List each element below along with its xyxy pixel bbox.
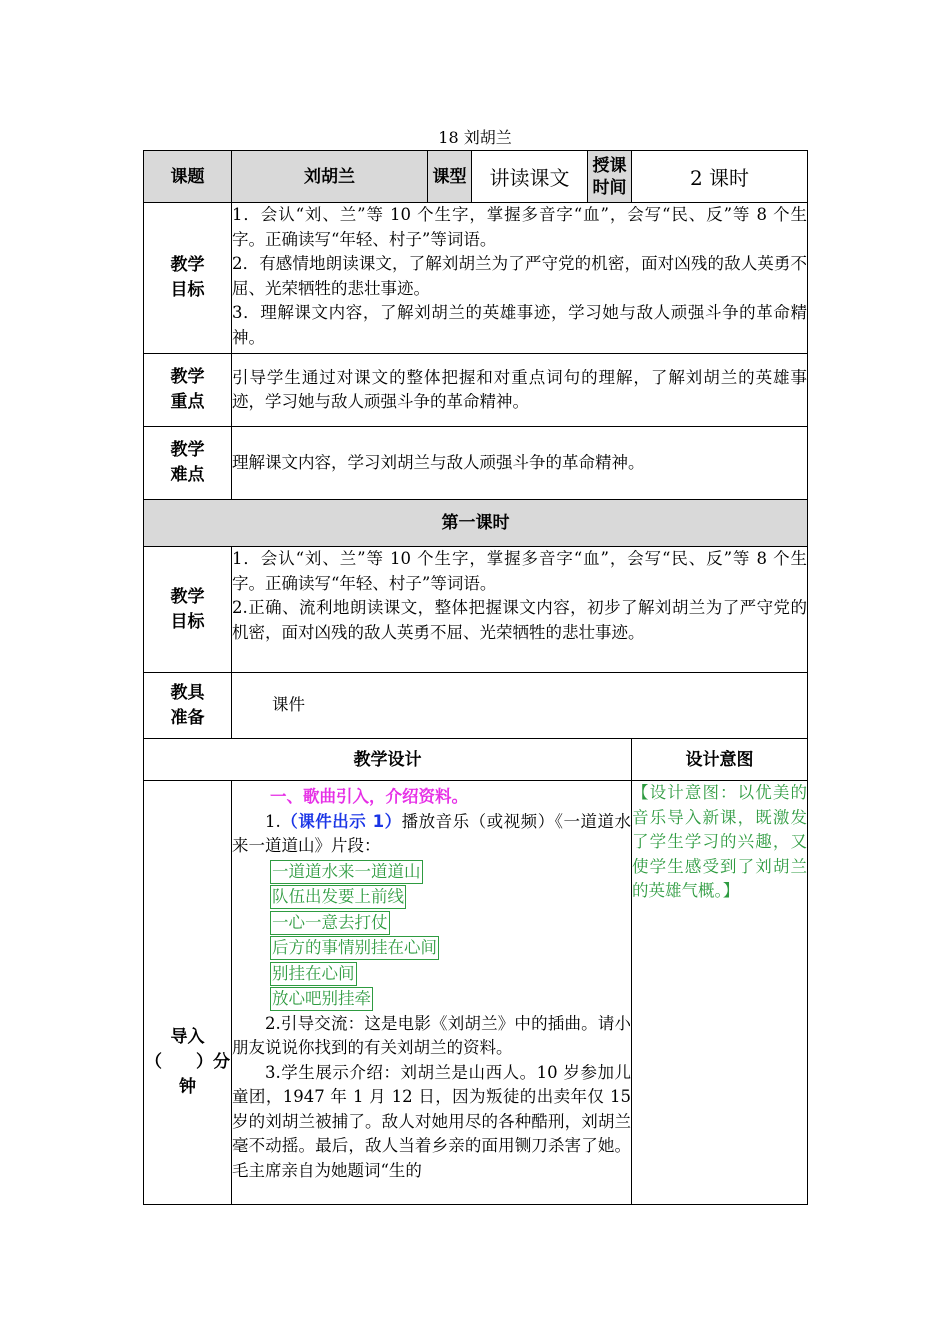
step-1-text: 播放音乐（或视频）《一道道水来一道道山》片段： (232, 811, 632, 855)
lyric-line: 别挂在心间 (270, 962, 357, 986)
type-value: 讲读课文 (472, 151, 588, 203)
tools-row (144, 673, 808, 739)
step-1-prefix: 1. (265, 811, 281, 831)
stage-label-line3: 钟 (179, 1077, 196, 1097)
tools-label (144, 673, 232, 739)
design-column-header: 教学设计 (144, 739, 632, 781)
lesson-one-objectives-label-line1: 教学 (170, 586, 205, 607)
key-points-label-line2: 重点 (170, 392, 205, 412)
objectives-label-line2: 目标 (170, 280, 205, 300)
stage-label (144, 781, 232, 1205)
key-points-row (144, 354, 808, 427)
design-header-row (144, 739, 808, 781)
lyric-line: 一心一意去打仗 (270, 911, 390, 935)
objectives-content (232, 203, 808, 354)
lyrics (232, 859, 631, 1012)
time-label-line2: 时间 (592, 177, 627, 198)
tools-label-line2: 准备 (170, 707, 205, 728)
lesson-one-objective-2: 2.正确、流利地朗读课文，整体把握课文内容，初步了解刘胡兰为了严守党的机密，面对凶残的敌人英勇不屈、光荣牺牲的悲壮事迹。 (232, 598, 807, 642)
lesson-one-objectives-content (232, 547, 808, 673)
time-value: 2 课时 (632, 151, 808, 203)
type-label: 课型 (428, 151, 472, 203)
intent-column-header: 设计意图 (632, 739, 808, 781)
stage-label-line2: （ ）分 (145, 1052, 230, 1072)
header-row (144, 151, 808, 203)
key-points-label-line1: 教学 (170, 367, 205, 387)
topic-label: 课题 (144, 151, 232, 203)
difficulties-text: 理解课文内容，学习刘胡兰与敌人顽强斗争的革命精神。 (232, 427, 808, 500)
time-label-line1: 授课 (592, 155, 627, 176)
lyric-line: 一道道水来一道道山 (270, 860, 423, 884)
key-points-text: 引导学生通过对课文的整体把握和对重点词句的理解，了解刘胡兰的英雄事迹，学习她与敌人顽强斗争的革命精神。 (232, 354, 808, 427)
objectives-label (144, 203, 232, 354)
objective-2: 2．有感情地朗读课文，了解刘胡兰为了严守党的机密，面对凶残的敌人英勇不屈、光荣牺牲的悲壮事迹。 (232, 254, 807, 298)
design-content-row (144, 781, 808, 1205)
step-1 (232, 810, 631, 859)
lyric-line: 队伍出发要上前线 (270, 885, 406, 909)
topic-value: 刘胡兰 (232, 151, 428, 203)
time-label (588, 151, 632, 203)
difficulties-label-line1: 教学 (170, 440, 205, 460)
difficulties-row (144, 427, 808, 500)
objectives-label-line1: 教学 (170, 255, 205, 275)
step-3: 3.学生展示介绍：刘胡兰是山西人。10 岁参加儿童团，1947 年 1 月 12 日，因为叛徒的出卖年仅 15 岁的刘胡兰被捕了。敌人对她用尽的各种酷刑，刘胡兰毫不动摇。最后，敌人当着乡亲的面用铡刀杀害了她。毛主席亲自为她题词“生的 (232, 1062, 631, 1180)
design-intent: 【设计意图：以优美的音乐导入新课，既激发了学生学习的兴趣，又使学生感受到了刘胡兰的英雄气概。】 (632, 781, 808, 1205)
difficulties-label (144, 427, 232, 500)
lyric-line: 后方的事情别挂在心间 (270, 936, 439, 960)
lesson-one-heading-row (144, 500, 808, 547)
stage-label-line1: 导入 (170, 1027, 205, 1047)
lesson-one-objectives-row (144, 547, 808, 673)
lesson-one-heading: 第一课时 (144, 500, 808, 547)
lesson-one-objectives-label (144, 547, 232, 673)
step-2: 2.引导交流：这是电影《刘胡兰》中的插曲。请小朋友说说你找到的有关刘胡兰的资料。 (232, 1013, 631, 1057)
lesson-plan-table (143, 150, 808, 1205)
lesson-one-objective-1: 1．会认“刘、兰”等 10 个生字，掌握多音字“血”，会写“民、反”等 8 个生字。正确读写“年轻、村子”等词语。 (232, 549, 807, 593)
lesson-one-objectives-label-line2: 目标 (170, 611, 205, 632)
lyric-line: 放心吧别挂牵 (270, 987, 373, 1011)
objective-3: 3．理解课文内容，了解刘胡兰的英雄事迹，学习她与敌人顽强斗争的革命精神。 (232, 303, 807, 347)
difficulties-label-line2: 难点 (170, 465, 205, 485)
tools-label-line1: 教具 (170, 682, 205, 703)
key-points-label (144, 354, 232, 427)
objectives-row (144, 203, 808, 354)
design-content (232, 781, 632, 1205)
page-title: 18 刘胡兰 (438, 128, 512, 147)
tools-value: 课件 (232, 673, 808, 739)
objective-1: 1．会认“刘、兰”等 10 个生字，掌握多音字“血”，会写“民、反”等 8 个生字。正确读写“年轻、村子”等词语。 (232, 205, 807, 249)
section-title: 一、歌曲引入，介绍资料。 (270, 787, 468, 806)
courseware-tag: （课件出示 1） (280, 811, 402, 831)
